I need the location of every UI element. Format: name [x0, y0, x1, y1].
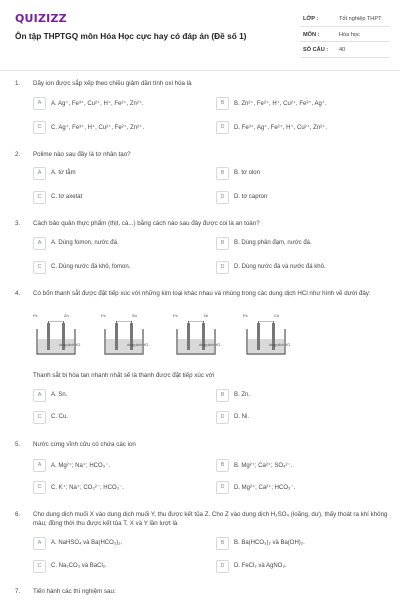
figure-label-solution: dung dịch HCl	[59, 343, 81, 347]
question-number: 7.	[15, 588, 21, 595]
answer-option[interactable]	[216, 389, 384, 402]
option-text: A. Dùng fomon, nước đá.	[51, 240, 119, 246]
option-text: D. Mg²⁺; Ca²⁺; HCO₃⁻.	[234, 485, 296, 491]
option-text: D. Fe³⁺, Ag⁺, Fe²⁺, H⁺, Cu²⁺, Zn²⁺.	[234, 125, 328, 131]
answer-option[interactable]	[216, 97, 384, 110]
figure-label-solution: dung dịch HCl	[199, 343, 221, 347]
option-letter: B	[216, 167, 229, 180]
answer-option[interactable]	[33, 261, 201, 274]
answer-option[interactable]	[216, 191, 384, 204]
answer-option[interactable]	[33, 560, 201, 573]
option-letter: D	[216, 191, 229, 204]
option-letter: C	[33, 560, 46, 573]
option-letter: A	[33, 167, 46, 180]
option-text: A. tơ tằm	[51, 170, 76, 176]
option-letter: A	[33, 389, 46, 402]
figure-label-solution: dung dịch HCl	[127, 343, 149, 347]
answer-option[interactable]	[33, 389, 201, 402]
question-text: Có bốn thanh sắt được đặt tiếp xúc với những kim loại khác nhau và nhúng trong các dung dịch HCl như hình vẽ dưới đây:	[33, 290, 371, 297]
option-text: B. tơ olon	[234, 170, 260, 176]
option-text: B. Zn²⁺, Fe²⁺, H⁺, Cu²⁺, Fe³⁺, Ag⁺.	[234, 101, 327, 107]
option-text: A. Ag⁺, Fe³⁺, Cu²⁺, H⁺, Fe²⁺, Zn²⁺.	[51, 101, 144, 107]
option-letter: D	[216, 261, 229, 274]
option-letter: C	[33, 121, 46, 134]
question-number: 1.	[15, 80, 21, 87]
answer-option[interactable]	[216, 237, 384, 250]
answer-option[interactable]	[33, 97, 201, 110]
question-subtext: Thanh sắt bị hòa tan nhanh nhất sẽ là thanh được đặt tiếp xúc với	[33, 372, 215, 379]
beaker-diagram	[173, 321, 219, 361]
question-text: Cách bảo quản thực phẩm (thịt, cá...) bằng cách nào sau đây được coi là an toàn?	[33, 220, 260, 227]
meta-value: 40	[339, 47, 346, 53]
question-number: 2.	[15, 151, 21, 158]
question-number: 6.	[15, 511, 21, 518]
option-text: A. Sn.	[51, 392, 68, 398]
figure-label-metal: Sn	[132, 313, 137, 318]
option-text: C. Ag⁺, Fe³⁺, H⁺, Cu²⁺, Fe²⁺, Zn²⁺.	[51, 125, 145, 131]
quizizz-logo: QUIZIZZ	[15, 12, 67, 25]
option-letter: B	[216, 389, 229, 402]
meta-key: MÔN :	[303, 31, 320, 38]
option-text: B. Mg²⁺; Ca²⁺; SO₄²⁻.	[234, 463, 293, 469]
beaker-diagram	[33, 321, 79, 361]
question-text: Cho dung dịch muối X vào dung dịch muối Y, thu được kết tủa Z. Cho Z vào dung dịch H₂SO₄ (loãng, dư), thấy thoát ra khí không màu; đồng thời thu được kết tủa T. X và Y lần lượt là	[33, 511, 388, 528]
option-text: D. Dùng nước đá và nước đá khô.	[234, 264, 326, 270]
answer-option[interactable]	[33, 411, 201, 424]
meta-row-subject	[300, 27, 390, 43]
answer-option[interactable]	[216, 481, 384, 494]
beaker-diagram	[243, 321, 289, 361]
header-divider	[0, 70, 400, 71]
option-letter: C	[33, 411, 46, 424]
option-text: C. Cu.	[51, 414, 69, 420]
answer-option[interactable]	[216, 121, 384, 134]
option-letter: D	[216, 411, 229, 424]
worksheet-title: Ôn tập THPTGQ môn Hóa Học cực hay có đáp án (Đề số 1)	[15, 31, 247, 41]
answer-option[interactable]	[33, 237, 201, 250]
answer-option[interactable]	[216, 167, 384, 180]
answer-option[interactable]	[33, 167, 201, 180]
option-letter: D	[216, 481, 229, 494]
option-letter: C	[33, 191, 46, 204]
answer-option[interactable]	[216, 261, 384, 274]
question-text: Nước cứng vĩnh cửu có chứa các ion	[33, 441, 136, 448]
question-text: Polime nào sau đây là tơ nhân tạo?	[33, 151, 131, 158]
option-letter: B	[216, 97, 229, 110]
option-text: C. Na₂CO₃ và BaCl₂.	[51, 563, 107, 569]
worksheet-meta	[300, 11, 390, 58]
option-text: D. FeCl₂ và AgNO₃.	[234, 563, 287, 569]
figure-label-metal: Ni	[204, 313, 208, 318]
answer-option[interactable]	[216, 537, 384, 550]
answer-option[interactable]	[33, 191, 201, 204]
figure-label-fe: Fe	[173, 313, 178, 318]
question-number: 4.	[15, 290, 21, 297]
option-letter: B	[216, 237, 229, 250]
option-text: C. tơ axetat	[51, 194, 83, 200]
electrochemistry-figure	[33, 313, 303, 361]
option-letter: A	[33, 537, 46, 550]
option-letter: A	[33, 97, 46, 110]
answer-option[interactable]	[33, 121, 201, 134]
figure-label-metal: Zn	[64, 313, 69, 318]
option-letter: B	[216, 459, 229, 472]
figure-label-solution: dung dịch HCl	[269, 343, 291, 347]
option-letter: A	[33, 459, 46, 472]
option-letter: D	[216, 560, 229, 573]
option-letter: D	[216, 121, 229, 134]
option-letter: C	[33, 481, 46, 494]
meta-key: LỚP :	[303, 16, 319, 22]
option-text: D. Ni.	[234, 414, 249, 420]
question-number: 5.	[15, 441, 21, 448]
question-text: Tiến hành các thí nghiệm sau:	[33, 588, 116, 595]
option-text: A. NaHSO₄ và Ba(HCO₃)₂.	[51, 540, 123, 546]
answer-option[interactable]	[216, 459, 384, 472]
figure-label-fe: Fe	[33, 313, 38, 318]
option-text: B. Zn.	[234, 392, 251, 398]
question-text: Dãy ion được sắp xếp theo chiều giảm dần tính oxi hóa là	[33, 80, 192, 87]
question-number: 3.	[15, 220, 21, 227]
option-text: C. K⁺; Na⁺; CO₃²⁻; HCO₃⁻.	[51, 485, 124, 491]
option-text: B. Dùng phân đạm, nước đá.	[234, 240, 312, 246]
option-text: C. Dùng nước đá khô, fomon.	[51, 264, 131, 270]
answer-option[interactable]	[33, 537, 201, 550]
figure-label-fe: Fe	[243, 313, 248, 318]
answer-option[interactable]	[33, 481, 201, 494]
worksheet-header	[0, 0, 400, 66]
figure-label-fe: Fe	[101, 313, 106, 318]
meta-row-count	[300, 42, 390, 58]
meta-value: Tốt nghiệp THPT	[339, 16, 382, 22]
option-text: B. Ba(HCO₃)₂ và Ba(OH)₂.	[234, 540, 305, 546]
meta-value: Hóa học	[339, 31, 360, 38]
option-letter: C	[33, 261, 46, 274]
option-text: A. Mg²⁺; Na⁺; HCO₃⁻.	[51, 463, 110, 469]
option-text: D. tơ capron	[234, 194, 268, 200]
option-letter: B	[216, 537, 229, 550]
meta-row-class	[300, 11, 390, 27]
meta-key: SỐ CÂU :	[303, 47, 329, 53]
answer-option[interactable]	[216, 560, 384, 573]
option-letter: A	[33, 237, 46, 250]
figure-label-metal: Cu	[274, 313, 280, 318]
answer-option[interactable]	[216, 411, 384, 424]
beaker-diagram	[101, 321, 147, 361]
answer-option[interactable]	[33, 459, 201, 472]
